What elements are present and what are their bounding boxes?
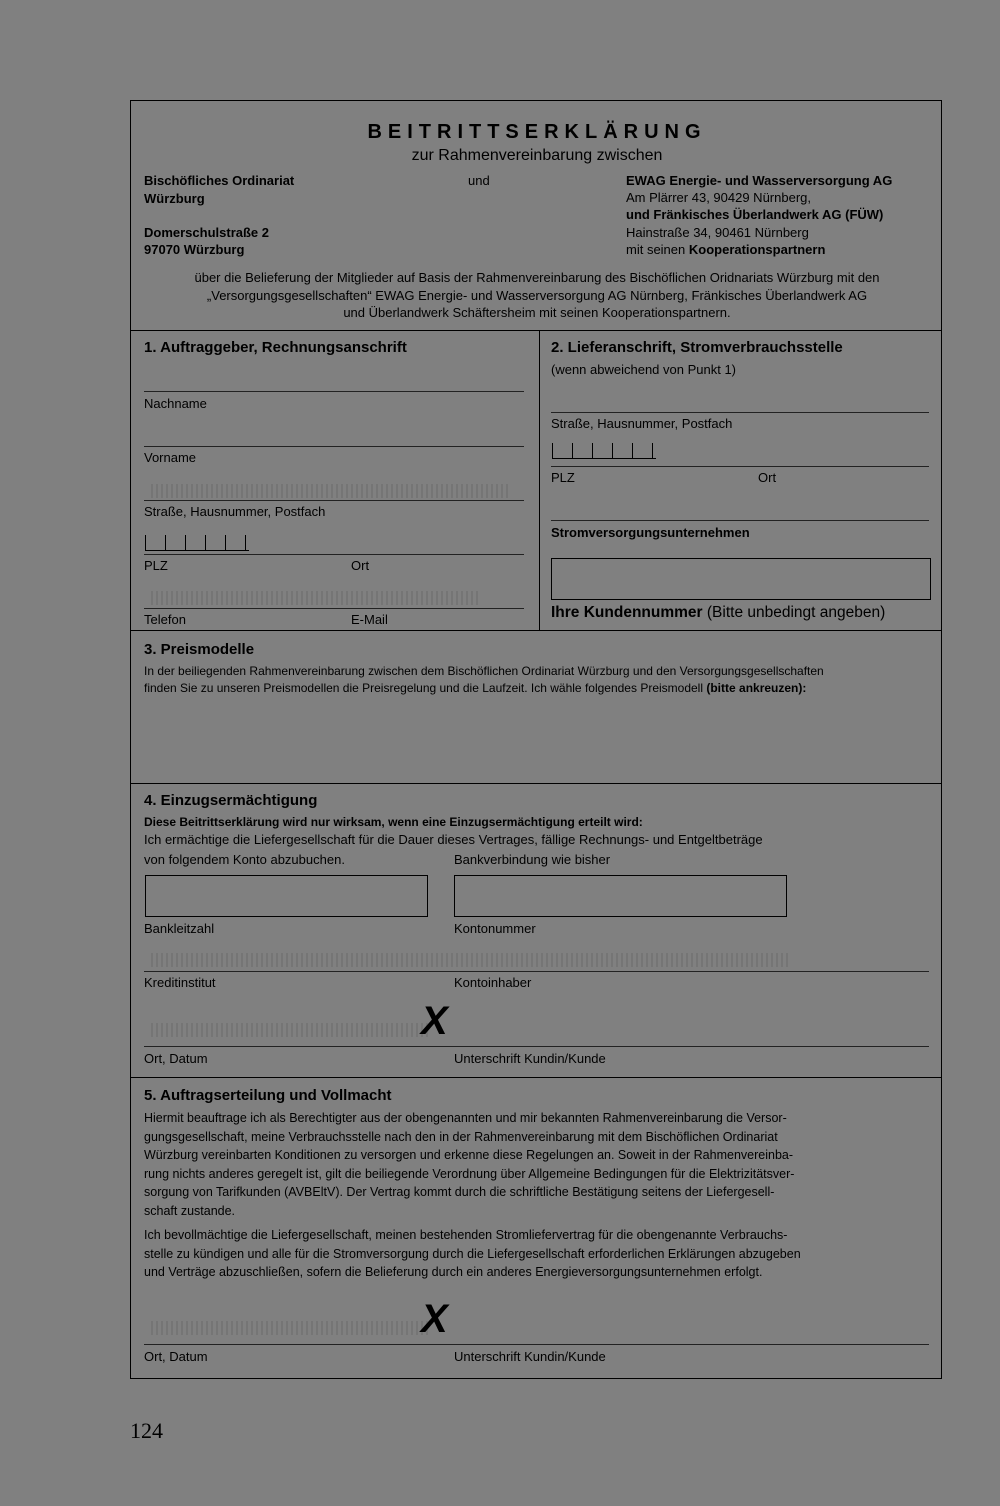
phone-label: Telefon	[144, 612, 186, 627]
section5-p2-line3: und Verträge abzuschließen, sofern die Belieferung durch ein anderes Energieversorgungsunternehmen erfolgt.	[144, 1265, 763, 1279]
right-party-line5	[626, 242, 825, 258]
section4-line3: von folgendem Konto abzubuchen.	[144, 852, 345, 867]
section5-p1-line5: sorgung von Tarifkunden (AVBEltV). Der Vertrag kommt durch die schriftliche Bestätigung seitens der Liefergesell-	[144, 1185, 775, 1199]
section3-line1: In der beiliegenden Rahmenvereinbarung zwischen dem Bischöflichen Ordinariat Würzburg und den Versorgungsgesellschaften	[144, 664, 824, 678]
section4-line2: Ich ermächtige die Liefergesellschaft für die Dauer dieses Vertrages, fällige Rechnungs- und Entgeltbeträge	[144, 832, 763, 847]
customer-number-bold: Ihre Kundennummer	[551, 604, 703, 621]
signature-label-5: Unterschrift Kundin/Kunde	[454, 1349, 606, 1364]
plz-boxes-2[interactable]	[552, 443, 656, 459]
account-number-input[interactable]	[454, 875, 787, 917]
intro-line-1: über die Belieferung der Mitglieder auf Basis der Rahmenvereinbarung des Bischöflichen Oridnariats Würzburg mit den	[194, 270, 880, 285]
right-party-line2: Am Plärrer 43, 90429 Nürnberg,	[626, 190, 811, 205]
intro-line-3: und Überlandwerk Schäftersheim mit seinen Kooperationspartnern.	[343, 305, 731, 320]
customer-number-label	[551, 604, 885, 622]
street-label-1: Straße, Hausnummer, Postfach	[144, 504, 326, 519]
account-number-label: Kontonummer	[454, 921, 536, 936]
divider-section4	[131, 783, 941, 784]
divider-section5	[131, 1077, 941, 1078]
plz-label-1: PLZ	[144, 558, 168, 573]
bank-as-before-label: Bankverbindung wie bisher	[454, 852, 611, 867]
section5-p1-line2: gungsgesellschaft, meine Verbrauchsstelle nach den in der Rahmenvereinbarung mit dem Bischöflichen Ordinariat	[144, 1129, 778, 1144]
phone-field-texture	[151, 591, 481, 605]
plz-city-line-2	[551, 466, 929, 467]
street-field-1-texture	[151, 484, 511, 498]
right-party-line1: EWAG Energie- und Wasserversorgung AG	[626, 173, 893, 188]
signature-x-mark-5: X	[421, 1297, 448, 1341]
section5-p1-line1: Hiermit beauftrage ich als Berechtigter aus der obengenannten und mir bekannten Rahmenvereinbarung die Versor-	[144, 1111, 787, 1125]
customer-number-input[interactable]	[551, 558, 931, 600]
form-title: BEITRITTSERKLÄRUNG	[367, 121, 707, 143]
place-date-label-5: Ort, Datum	[144, 1349, 208, 1364]
street-label-2: Straße, Hausnummer, Postfach	[551, 416, 733, 431]
city-label-1: Ort	[351, 558, 370, 573]
phone-email-line	[144, 608, 524, 609]
section3-line2-bold: (bitte ankreuzen):	[706, 681, 807, 695]
firstname-label: Vorname	[144, 450, 197, 465]
section3-line2-text: finden Sie zu unseren Preismodellen die Preisregelung und die Laufzeit. Ich wähle folgendes Preismodell	[144, 681, 704, 695]
and-label: und	[468, 173, 490, 188]
supplier-line	[551, 520, 929, 521]
bank-name-line	[144, 971, 929, 972]
section5-paragraph1	[144, 1109, 931, 1220]
right-party-line4: Hainstraße 34, 90461 Nürnberg	[626, 225, 809, 240]
section2-heading: 2. Lieferanschrift, Stromverbrauchsstelle	[551, 339, 843, 356]
bank-name-field-texture	[151, 953, 791, 967]
plz-label-2: PLZ	[551, 470, 575, 485]
membership-form	[130, 100, 942, 1379]
section5-heading: 5. Auftragserteilung und Vollmacht	[144, 1087, 392, 1104]
right-party-line5-bold: Kooperationspartnern	[688, 242, 826, 257]
section4-bold-line: Diese Beitrittserklärung wird nur wirksam, wenn eine Einzugsermächtigung erteilt wird:	[144, 815, 643, 829]
left-party-zip-city: 97070 Würzburg	[144, 242, 245, 257]
street-line-2	[551, 412, 929, 413]
supplier-label: Stromversorgungsunternehmen	[551, 525, 750, 540]
section5-paragraph2	[144, 1226, 931, 1282]
section5-p1-line3: Würzburg vereinbarten Konditionen zu versorgen und erkenne diese Regelungen an. Soweit in der Rahmenvereinba-	[144, 1148, 794, 1162]
signature-line-5	[144, 1344, 929, 1345]
intro-line-2: „Versorgungsgesellschaften“ EWAG Energie- und Wasserversorgung AG Nürnberg, Fränkisches Überlandwerk AG	[206, 288, 868, 303]
section2-note: (wenn abweichend von Punkt 1)	[551, 362, 737, 377]
lastname-label: Nachname	[144, 396, 207, 411]
section5-p1-line4: rung nichts anderes geregelt ist, gilt die beiliegende Verordnung über Allgemeine Bedingungen für die Elektrizitätsver-	[144, 1166, 795, 1181]
left-party-name: Bischöfliches Ordinariat	[144, 173, 295, 188]
email-label: E-Mail	[351, 612, 388, 627]
section5-p2-line1: Ich bevollmächtige die Liefergesellschaft, meinen bestehenden Stromliefervertrag für die obengenannte Verbrauchs-	[144, 1228, 788, 1242]
section4-heading: 4. Einzugsermächtigung	[144, 792, 318, 809]
plz-city-line-1	[144, 554, 524, 555]
section3-heading: 3. Preismodelle	[144, 641, 255, 658]
place-date-label-4: Ort, Datum	[144, 1051, 208, 1066]
bank-code-input[interactable]	[145, 875, 428, 917]
signature-label-4: Unterschrift Kundin/Kunde	[454, 1051, 606, 1066]
section3-line2	[144, 680, 806, 696]
bank-name-label: Kreditinstitut	[144, 975, 216, 990]
section5-p2-line2: stelle zu kündigen und alle für die Stromversorgung durch die Liefergesellschaft erforderlichen Erklärungen abzugeben	[144, 1246, 801, 1261]
bank-code-label: Bankleitzahl	[144, 921, 215, 936]
signature-x-mark-4: X	[421, 999, 448, 1043]
form-subtitle: zur Rahmenvereinbarung zwischen	[411, 147, 663, 164]
street-line-1	[144, 500, 524, 501]
place-date-field-texture-4	[151, 1023, 431, 1037]
section1-heading: 1. Auftraggeber, Rechnungsanschrift	[144, 339, 407, 356]
divider-vertical	[539, 330, 540, 630]
lastname-line	[144, 391, 524, 392]
place-date-field-texture-5	[151, 1321, 431, 1335]
account-holder-label: Kontoinhaber	[454, 975, 532, 990]
section5-p1-line6: schaft zustande.	[144, 1203, 236, 1218]
divider-section3	[131, 630, 941, 631]
right-party-line5-prefix: mit seinen	[626, 242, 686, 257]
firstname-line	[144, 446, 524, 447]
left-party-street: Domerschulstraße 2	[144, 225, 269, 240]
left-party-city: Würzburg	[144, 191, 205, 206]
page-number: 124	[130, 1418, 163, 1443]
customer-number-note: (Bitte unbedingt angeben)	[706, 604, 886, 621]
plz-boxes-1[interactable]	[145, 535, 249, 551]
divider-header	[131, 330, 941, 331]
signature-line-4	[144, 1046, 929, 1047]
city-label-2: Ort	[758, 470, 777, 485]
right-party-line3: und Fränkisches Überlandwerk AG (FÜW)	[626, 207, 884, 222]
